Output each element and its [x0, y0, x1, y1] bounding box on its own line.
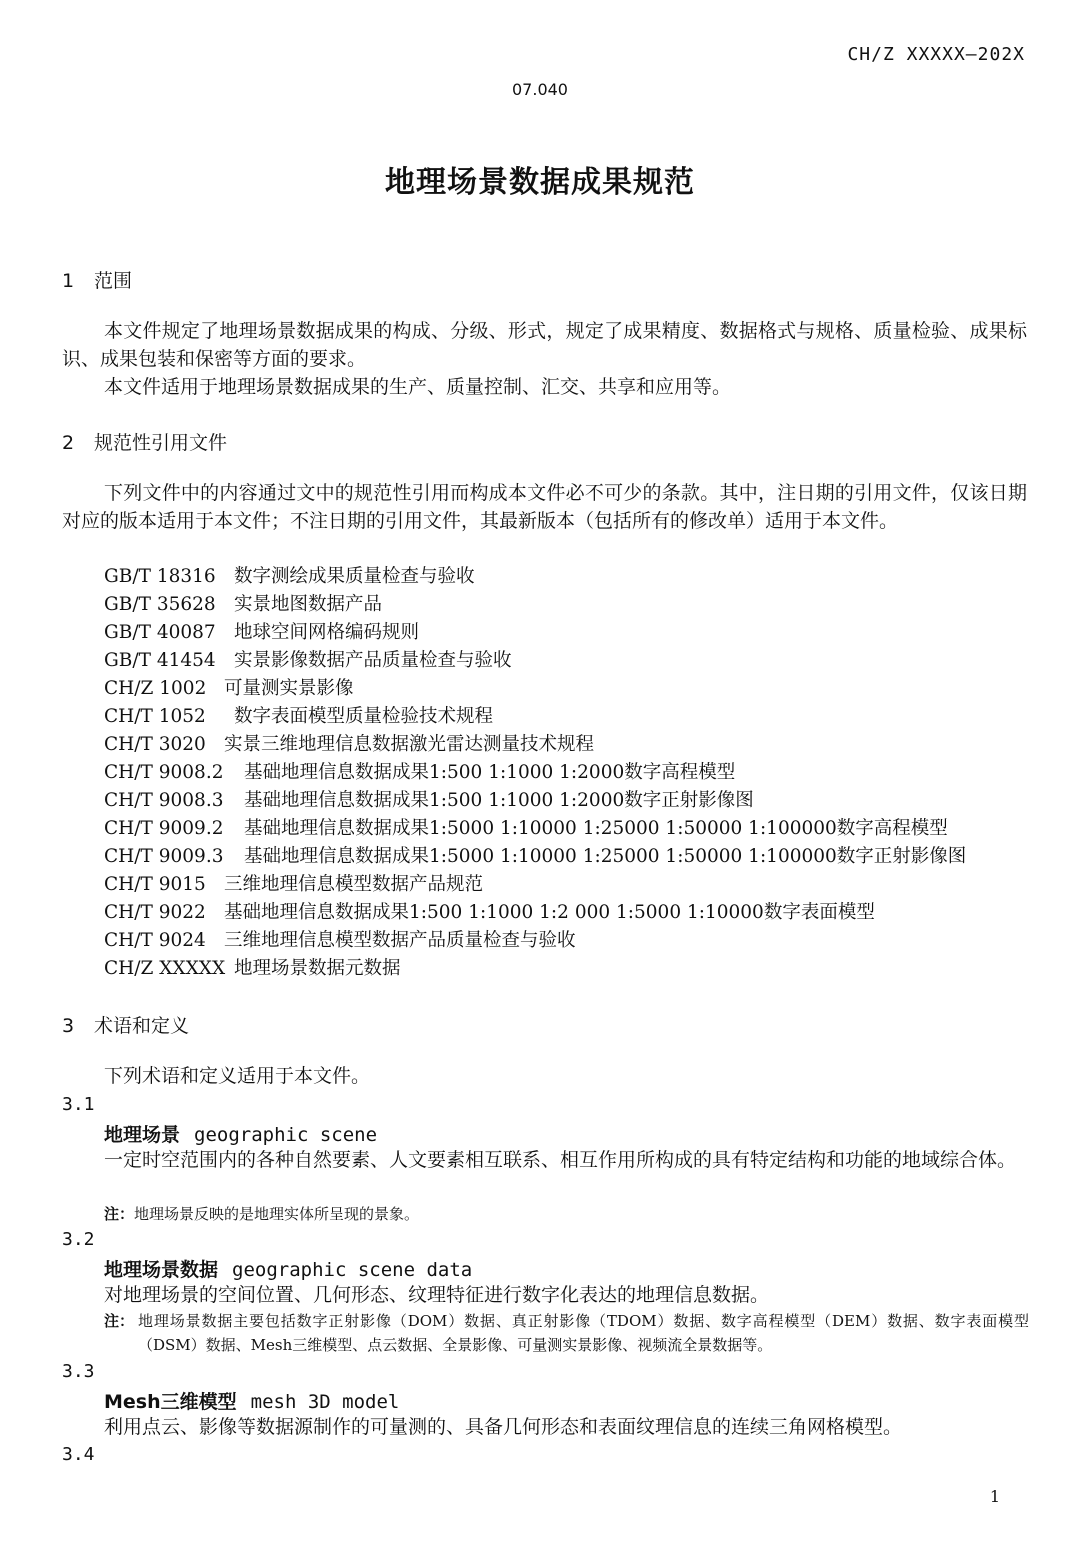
note-text: 地理场景反映的是地理实体所呈现的景象。 [134, 1205, 420, 1223]
reference-code: CH/Z 1002 [104, 678, 207, 699]
reference-title: 实景地图数据产品 [234, 594, 383, 615]
section-number: 3 [62, 1015, 75, 1037]
reference-item [104, 927, 966, 955]
section-title: 范围 [94, 270, 133, 292]
reference-code: GB/T 18316 [104, 566, 216, 587]
reference-title: 实景影像数据产品质量检查与验收 [234, 650, 512, 671]
term-en: geographic scene data [232, 1259, 473, 1281]
page-number: 1 [989, 1487, 1000, 1506]
reference-item [104, 843, 966, 871]
reference-code: CH/T 9015 [104, 874, 206, 895]
reference-code: CH/T 9022 [104, 902, 206, 923]
section-number: 2 [62, 432, 75, 454]
reference-code: CH/T 9009.3 [104, 846, 224, 867]
reference-item [104, 619, 966, 647]
reference-item [104, 591, 966, 619]
reference-title: 基础地理信息数据成果1:5000 1:10000 1:25000 1:50000 1:100000数字高程模型 [244, 818, 948, 839]
term-definition: 对地理场景的空间位置、几何形态、纹理特征进行数字化表达的地理信息数据。 [104, 1284, 770, 1306]
reference-list [104, 563, 966, 983]
clause-number: 3.2 [62, 1229, 95, 1250]
term-heading [104, 1255, 472, 1282]
term-zh: 地理场景数据 [104, 1259, 219, 1281]
reference-title: 基础地理信息数据成果1:500 1:1000 1:2000数字正射影像图 [244, 790, 754, 811]
reference-code: CH/T 9024 [104, 930, 206, 951]
note-label: 注： [104, 1205, 135, 1223]
reference-code: CH/Z XXXXX [104, 958, 226, 979]
standard-code: CH/Z XXXXX—202X [847, 44, 1025, 65]
clause-number: 3.1 [62, 1094, 95, 1115]
reference-title: 可量测实景影像 [224, 678, 354, 699]
reference-code: CH/T 9009.2 [104, 818, 224, 839]
section-1-paragraph-1: 本文件规定了地理场景数据成果的构成、分级、形式，规定了成果精度、数据格式与规格、质量检验、成果标识、成果包装和保密等方面的要求。 [62, 320, 1027, 370]
section-3-heading [62, 1011, 189, 1038]
reference-title: 基础地理信息数据成果1:500 1:1000 1:2 000 1:5000 1:10000数字表面模型 [224, 902, 875, 923]
section-1-paragraph-2: 本文件适用于地理场景数据成果的生产、质量控制、汇交、共享和应用等。 [104, 376, 732, 398]
document-title: 地理场景数据成果规范 [385, 165, 695, 200]
term-zh: 地理场景 [104, 1124, 181, 1146]
note-label: 注： [104, 1312, 135, 1330]
reference-item [104, 787, 966, 815]
reference-item [104, 703, 966, 731]
reference-code: CH/T 1052 [104, 706, 206, 727]
section-title: 术语和定义 [94, 1015, 190, 1037]
reference-item [104, 815, 966, 843]
section-title: 规范性引用文件 [94, 432, 228, 454]
reference-title: 三维地理信息模型数据产品规范 [224, 874, 484, 895]
reference-item [104, 899, 966, 927]
term-heading [104, 1387, 399, 1414]
section-2-heading [62, 428, 227, 455]
reference-code: GB/T 35628 [104, 594, 216, 615]
reference-title: 基础地理信息数据成果1:500 1:1000 1:2000数字高程模型 [244, 762, 736, 783]
reference-title: 实景三维地理信息数据激光雷达测量技术规程 [224, 734, 595, 755]
reference-title: 地球空间网格编码规则 [234, 622, 420, 643]
reference-title: 数字表面模型质量检验技术规程 [234, 706, 494, 727]
reference-title: 三维地理信息模型数据产品质量检查与验收 [224, 930, 576, 951]
clause-number: 3.4 [62, 1444, 95, 1465]
term-heading [104, 1120, 377, 1147]
section-number: 1 [62, 270, 75, 292]
term-zh: Mesh三维模型 [104, 1391, 237, 1413]
clause-number: 3.3 [62, 1361, 95, 1382]
term-note [104, 1309, 1029, 1357]
section-3-intro: 下列术语和定义适用于本文件。 [104, 1065, 371, 1087]
reference-item [104, 955, 966, 983]
reference-code: CH/T 9008.2 [104, 762, 224, 783]
reference-item [104, 871, 966, 899]
section-2-intro: 下列文件中的内容通过文中的规范性引用而构成本文件必不可少的条款。其中，注日期的引用文件，仅该日期对应的版本适用于本文件；不注日期的引用文件，其最新版本（包括所有的修改单）适用于本文件。 [62, 482, 1027, 532]
ics-code: 07.040 [512, 80, 568, 99]
reference-item [104, 563, 966, 591]
term-definition: 利用点云、影像等数据源制作的可量测的、具备几何形态和表面纹理信息的连续三角网格模型。 [104, 1416, 903, 1438]
reference-code: GB/T 40087 [104, 622, 216, 643]
reference-code: GB/T 41454 [104, 650, 216, 671]
reference-item [104, 731, 966, 759]
reference-title: 数字测绘成果质量检查与验收 [234, 566, 475, 587]
note-text: 地理场景数据主要包括数字正射影像（DOM）数据、真正射影像（TDOM）数据、数字高程模型（DEM）数据、数字表面模型（DSM）数据、Mesh三维模型、点云数据、全景影像、可量测实景影像、视频流全景数据等。 [138, 1312, 1029, 1354]
reference-code: CH/T 3020 [104, 734, 206, 755]
reference-item [104, 647, 966, 675]
reference-title: 基础地理信息数据成果1:5000 1:10000 1:25000 1:50000 1:100000数字正射影像图 [244, 846, 967, 867]
term-note [104, 1202, 419, 1226]
reference-title: 地理场景数据元数据 [234, 958, 401, 979]
term-en: geographic scene [194, 1124, 378, 1146]
section-1-heading [62, 266, 132, 293]
reference-item [104, 675, 966, 703]
reference-code: CH/T 9008.3 [104, 790, 224, 811]
reference-item [104, 759, 966, 787]
term-definition: 一定时空范围内的各种自然要素、人文要素相互联系、相互作用所构成的具有特定结构和功能的地域综合体。 [104, 1149, 1017, 1171]
term-en: mesh 3D model [250, 1391, 400, 1413]
